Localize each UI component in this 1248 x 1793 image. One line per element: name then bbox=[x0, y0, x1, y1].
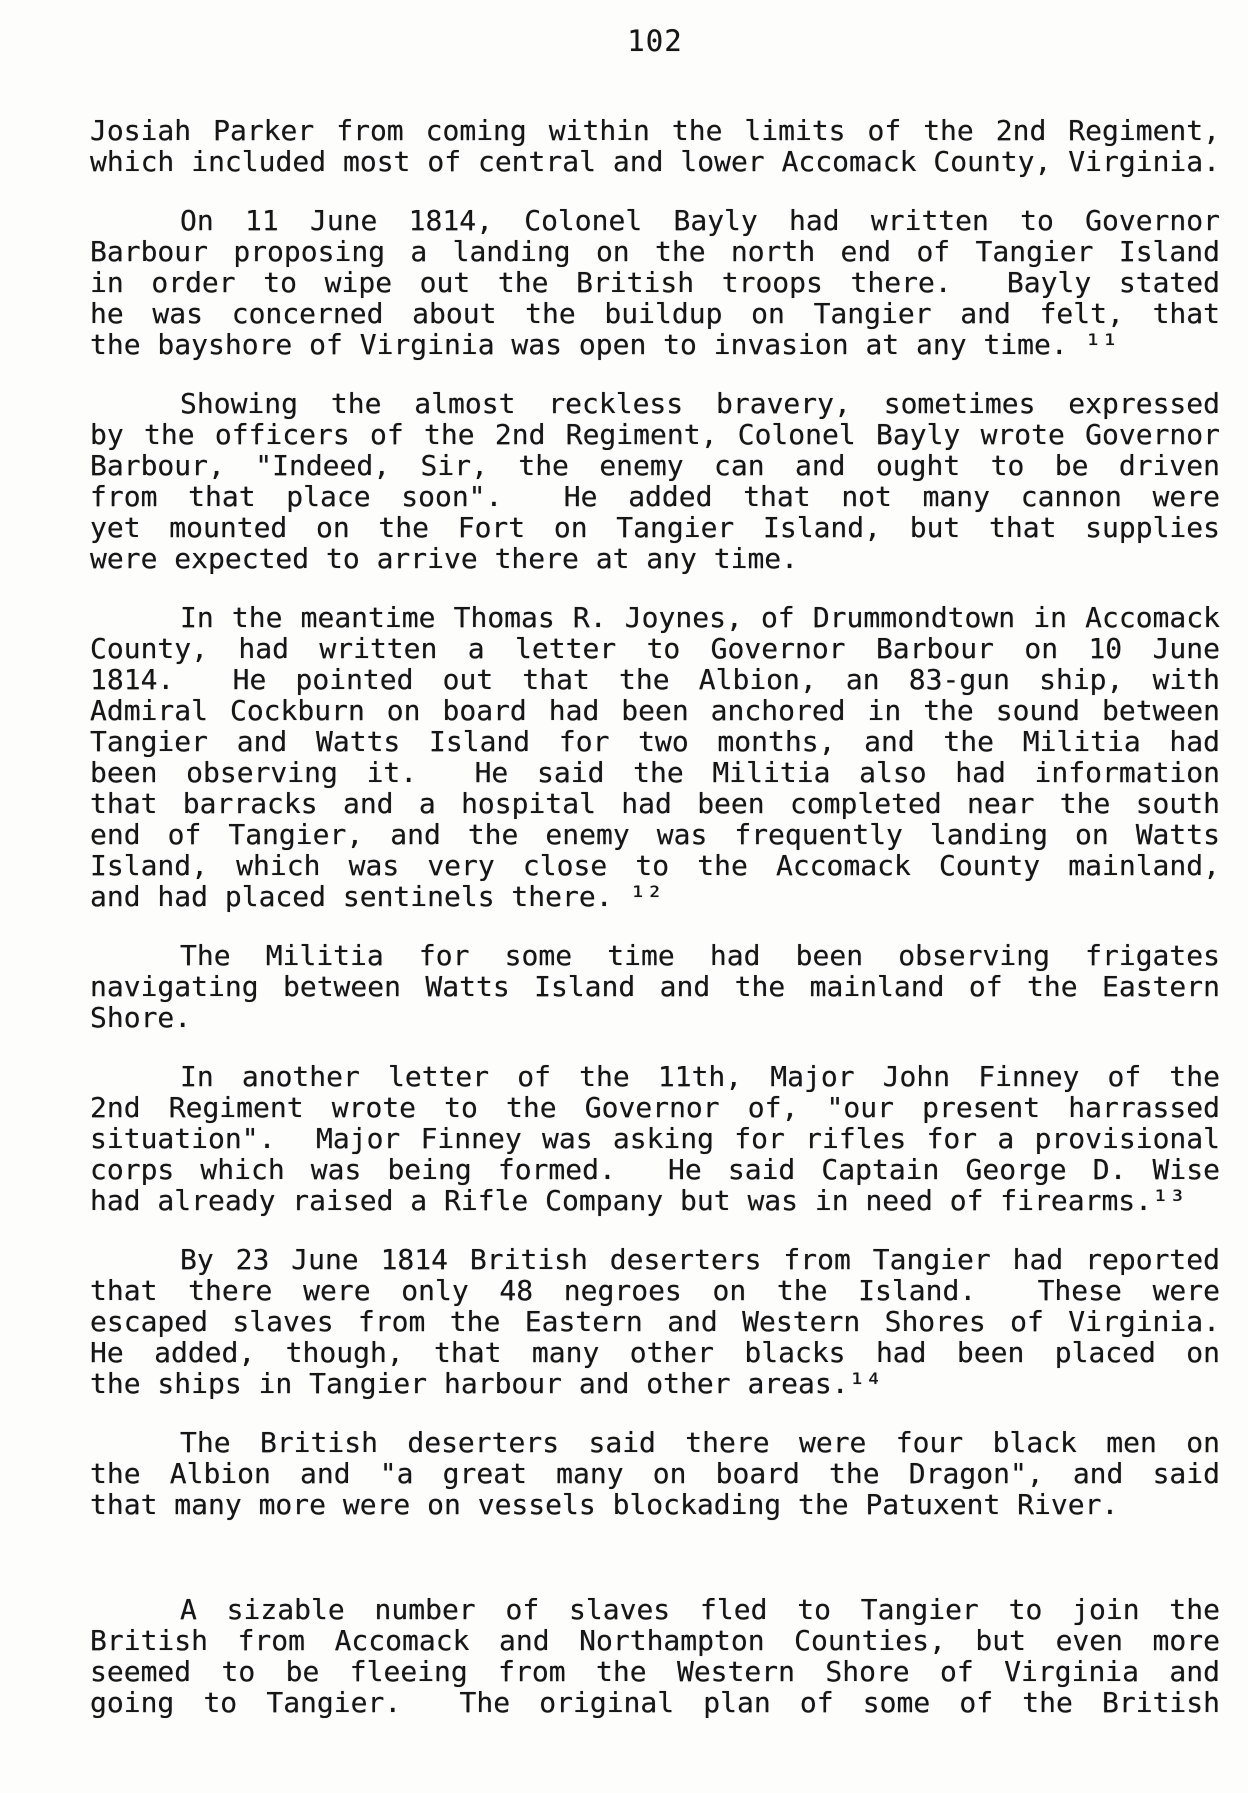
text-line: Josiah Parker from coming within the limits of the 2nd Regiment, bbox=[90, 114, 1220, 147]
text-line: were expected to arrive there at any time. bbox=[90, 542, 799, 575]
text-line: going to Tangier. The original plan of some of the British bbox=[90, 1686, 1220, 1719]
paragraph bbox=[90, 1061, 1220, 1216]
paragraph bbox=[90, 1427, 1220, 1520]
page-body bbox=[90, 115, 1220, 1718]
text-line: by the officers of the 2nd Regiment, Colonel Bayly wrote Governor bbox=[90, 418, 1220, 451]
text-line: been observing it. He said the Militia also had information bbox=[90, 756, 1220, 789]
text-line: that many more were on vessels blockading the Patuxent River. bbox=[90, 1488, 1119, 1521]
text-line: escaped slaves from the Eastern and Western Shores of Virginia. bbox=[90, 1305, 1220, 1338]
text-line: County, had written a letter to Governor Barbour on 10 June bbox=[90, 632, 1220, 665]
text-line: he was concerned about the buildup on Tangier and felt, that bbox=[90, 297, 1220, 330]
text-line: in order to wipe out the British troops there. Bayly stated bbox=[90, 266, 1220, 299]
paragraph bbox=[90, 1244, 1220, 1399]
text-line: Shore. bbox=[90, 1001, 192, 1034]
text-line: Admiral Cockburn on board had been anchored in the sound between bbox=[90, 694, 1220, 727]
text-line: Barbour proposing a landing on the north end of Tangier Island bbox=[90, 235, 1220, 268]
text-line: had already raised a Rifle Company but was in need of firearms.¹³ bbox=[90, 1184, 1186, 1217]
text-line: Showing the almost reckless bravery, sometimes expressed bbox=[180, 387, 1220, 420]
text-line: Island, which was very close to the Accomack County mainland, bbox=[90, 849, 1220, 882]
text-line: He added, though, that many other blacks had been placed on bbox=[90, 1336, 1220, 1369]
text-line: By 23 June 1814 British deserters from Tangier had reported bbox=[180, 1243, 1220, 1276]
text-line: seemed to be fleeing from the Western Shore of Virginia and bbox=[90, 1655, 1220, 1688]
text-line: from that place soon". He added that not many cannon were bbox=[90, 480, 1220, 513]
paragraph bbox=[90, 940, 1220, 1033]
text-line: the Albion and "a great many on board the Dragon", and said bbox=[90, 1457, 1220, 1490]
text-line: Tangier and Watts Island for two months, and the Militia had bbox=[90, 725, 1220, 758]
paragraph bbox=[90, 205, 1220, 360]
text-line: corps which was being formed. He said Captain George D. Wise bbox=[90, 1153, 1220, 1186]
text-line: 1814. He pointed out that the Albion, an 83-gun ship, with bbox=[90, 663, 1220, 696]
text-line: On 11 June 1814, Colonel Bayly had written to Governor bbox=[180, 204, 1220, 237]
text-line: navigating between Watts Island and the mainland of the Eastern bbox=[90, 970, 1220, 1003]
text-line: that there were only 48 negroes on the Island. These were bbox=[90, 1274, 1220, 1307]
paragraph bbox=[90, 1594, 1220, 1718]
text-line: The Militia for some time had been observing frigates bbox=[180, 939, 1220, 972]
text-line: the bayshore of Virginia was open to invasion at any time. ¹¹ bbox=[90, 328, 1119, 361]
paragraph bbox=[90, 115, 1220, 177]
text-line: In another letter of the 11th, Major John Finney of the bbox=[180, 1060, 1220, 1093]
text-line: that barracks and a hospital had been completed near the south bbox=[90, 787, 1220, 820]
page-number: 102 bbox=[627, 24, 683, 58]
text-line: the ships in Tangier harbour and other areas.¹⁴ bbox=[90, 1367, 883, 1400]
text-line: Barbour, "Indeed, Sir, the enemy can and ought to be driven bbox=[90, 449, 1220, 482]
text-line: In the meantime Thomas R. Joynes, of Drummondtown in Accomack bbox=[180, 601, 1220, 634]
text-line: British from Accomack and Northampton Counties, but even more bbox=[90, 1624, 1220, 1657]
text-line: and had placed sentinels there. ¹² bbox=[90, 880, 664, 913]
text-line: which included most of central and lower Accomack County, Virginia. bbox=[90, 145, 1220, 178]
paragraph bbox=[90, 388, 1220, 574]
text-line: end of Tangier, and the enemy was frequently landing on Watts bbox=[90, 818, 1220, 851]
text-line: The British deserters said there were four black men on bbox=[180, 1426, 1220, 1459]
text-line: 2nd Regiment wrote to the Governor of, "our present harrassed bbox=[90, 1091, 1220, 1124]
text-line: situation". Major Finney was asking for rifles for a provisional bbox=[90, 1122, 1220, 1155]
text-line: A sizable number of slaves fled to Tangier to join the bbox=[180, 1593, 1220, 1626]
paragraph bbox=[90, 602, 1220, 912]
text-line: yet mounted on the Fort on Tangier Island, but that supplies bbox=[90, 511, 1220, 544]
